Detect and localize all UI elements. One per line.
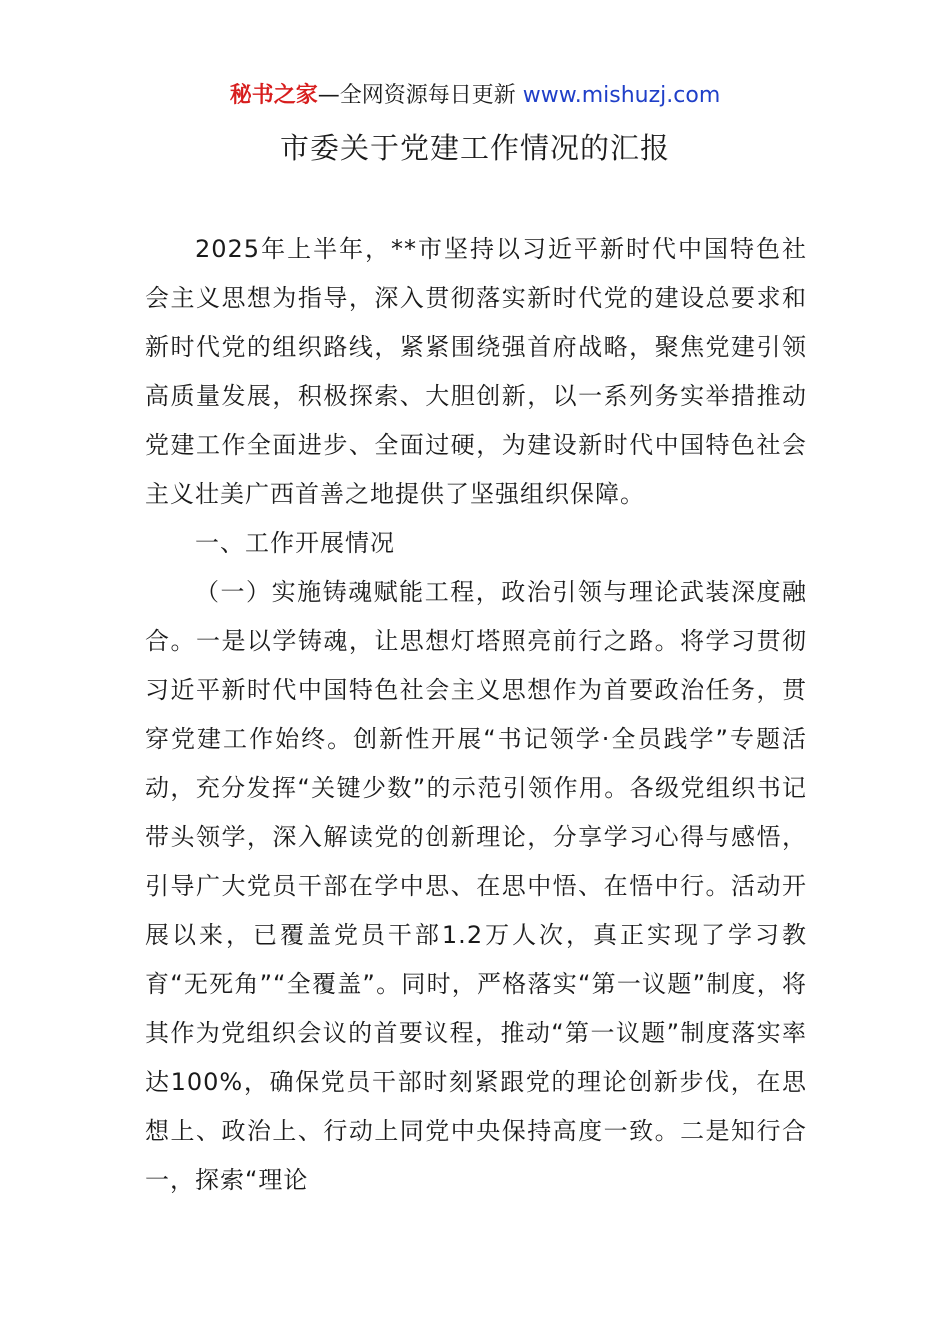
- site-header: [0, 80, 950, 112]
- section-heading: 一、工作开展情况: [195, 529, 395, 557]
- brand-name: 秘书之家: [229, 83, 318, 108]
- paragraph-section-1: （一）实施铸魂赋能工程，政治引领与理论武装深度融合。一是以学铸魂，让思想灯塔照亮前行之路。将学习贯彻习近平新时代中国特色社会主义思想作为首要政治任务，贯穿党建工作始终。创新性开展“书记领学·全员践学”专题活动，充分发挥“关键少数”的示范引领作用。各级党组织书记带头领学，深入解读党的创新理论，分享学习心得与感悟，引导广大党员干部在学中思、在思中悟、在悟中行。活动开展以来，已覆盖党员干部1.2万人次，真正实现了学习教育“无死角”“全覆盖”。同时，严格落实“第一议题”制度，将其作为党组织会议的首要议程，推动“第一议题”制度落实率达100%，确保党员干部时刻紧跟党的理论创新步伐，在思想上、政治上、行动上同党中央保持高度一致。二是知行合一，探索“理论: [145, 578, 807, 1194]
- document-title: 市委关于党建工作情况的汇报: [279, 131, 670, 165]
- site-url-link[interactable]: www.mishuzj.com: [522, 83, 721, 108]
- paragraph-intro: 2025年上半年，**市坚持以习近平新时代中国特色社会主义思想为指导，深入贯彻落实新时代党的建设总要求和新时代党的组织路线，紧紧围绕强首府战略，聚焦党建引领高质量发展，积极探索、大胆创新，以一系列务实举措推动党建工作全面进步、全面过硬，为建设新时代中国特色社会主义壮美广西首善之地提供了坚强组织保障。: [145, 235, 807, 508]
- document-body: [145, 225, 807, 1205]
- header-tagline: —全网资源每日更新: [317, 83, 523, 108]
